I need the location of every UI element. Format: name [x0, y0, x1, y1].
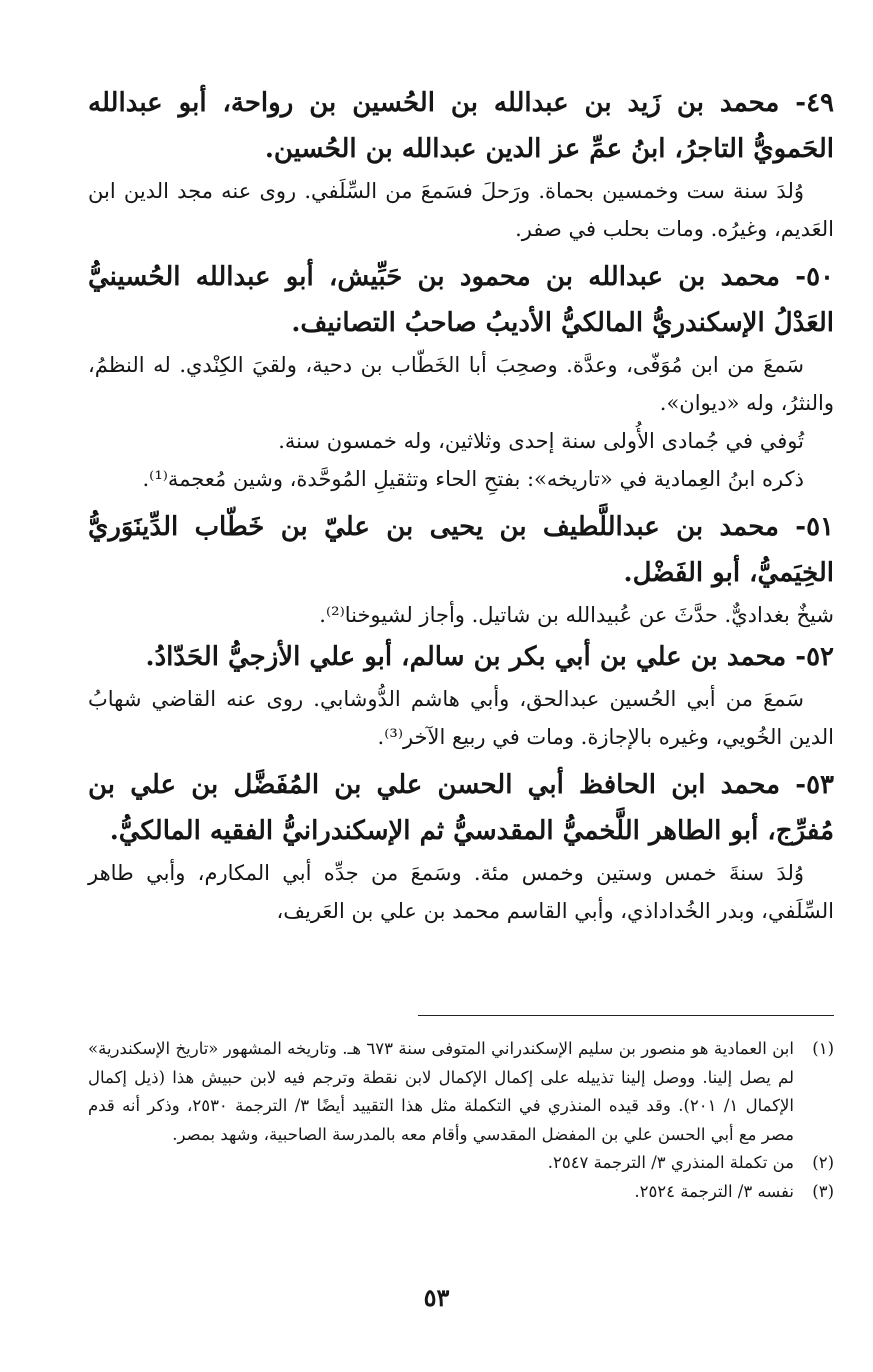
entry-paragraph: سَمعَ من ابن مُوَفّى، وعدَّة. وصحِبَ أبا الخَطّاب بن دحية، ولقيَ الكِنْدي. له النظمُ، والنثرُ، وله «ديوان».	[88, 353, 834, 415]
entry-50	[88, 254, 834, 498]
entry-53	[88, 762, 834, 930]
entry-paragraph: ذكره ابنُ العِمادية في «تاريخه»: بفتحِ الحاء وتثقيلِ المُوحَّدة، وشين مُعجمة⁽¹⁾.	[142, 467, 804, 491]
footnote-text: من تكملة المنذري ٣/ الترجمة ٢٥٤٧.	[547, 1153, 794, 1172]
entry-heading: ٥٣- محمد ابن الحافظ أبي الحسن علي بن المُفَضَّل بن علي بن مُفرِّج، أبو الطاهر اللَّخميُّ المقدسيُّ ثم الإسكندرانيُّ الفقيه المالكيُّ.	[88, 770, 834, 846]
footnote-3	[88, 1178, 834, 1207]
footnote-1	[88, 1035, 834, 1149]
entry-heading: ٥١- محمد بن عبداللَّطيف بن يحيى بن عليّ بن خَطّاب الدِّينَوَريُّ الخِيَميُّ، أبو الفَضْل.	[88, 512, 834, 588]
footnote-divider	[418, 1015, 834, 1016]
footnote-2	[88, 1149, 834, 1178]
entry-heading: ٤٩- محمد بن زَيد بن عبدالله بن الحُسين بن رواحة، أبو عبدالله الحَمويُّ التاجرُ، ابنُ عمِّ عز الدين عبدالله بن الحُسين.	[88, 88, 834, 164]
entry-heading: ٥٠- محمد بن عبدالله بن محمود بن حَبِّيش، أبو عبدالله الحُسينيُّ العَدْلُ الإسكندريُّ المالكيُّ الأديبُ صاحبُ التصانيف.	[88, 262, 834, 338]
entry-paragraph: سَمعَ من أبي الحُسين عبدالحق، وأبي هاشم الدُّوشابي. روى عنه القاضي شهابُ الدين الخُويي، وغيره بالإجازة. ومات في ربيع الآخر⁽³⁾.	[88, 687, 834, 749]
footnote-text: نفسه ٣/ الترجمة ٢٥٢٤.	[634, 1181, 794, 1201]
page-number: ٥٣	[423, 1283, 450, 1312]
entry-52	[88, 634, 834, 756]
entry-51	[88, 504, 834, 634]
footnote-number: (٢)	[812, 1153, 834, 1172]
footnote-text: ابن العمادية هو منصور بن سليم الإسكندراني المتوفى سنة ٦٧٣ هـ. وتاريخه المشهور «تاريخ الإسكندرية» لم يصل إلينا. ووصل إلينا تذييله على إكمال الإكمال لابن نقطة وترجم فيه لابن حبيش هذا (ذيل إكمال الإكمال ١/ ٢٠١). وقد قيده المنذري في التكملة مثل هذا التقييد أيضًا ٣/ الترجمة ٢٥٣٠، وذكر أنه قدم مصر مع أبي الحسن علي بن المفضل المقدسي وأقام معه بالمدرسة الصاحبية، وشهد بمصر.	[88, 1039, 794, 1144]
entry-paragraph: شيخٌ بغداديٌّ. حدَّثَ عن عُبيدالله بن شاتيل. وأجاز لشيوخنا⁽²⁾.	[319, 603, 834, 627]
entry-heading: ٥٢- محمد بن علي بن أبي بكر بن سالم، أبو علي الأزجيُّ الحَدّادُ.	[145, 642, 834, 672]
entry-paragraph: وُلدَ سنةَ خمس وستين وخمس مئة. وسَمعَ من جدِّه أبي المكارم، وأبي طاهر السِّلَفي، وبدر الخُداداذي، وأبي القاسم محمد بن علي بن العَريف،	[88, 861, 834, 923]
footnote-number: (١)	[812, 1039, 834, 1058]
entry-49	[88, 80, 834, 248]
footnotes	[88, 1035, 834, 1206]
entry-paragraph: تُوفي في جُمادى الأُولى سنة إحدى وثلاثين، وله خمسون سنة.	[278, 429, 804, 453]
entry-paragraph: وُلدَ سنة ست وخمسين بحماة. ورَحلَ فسَمعَ من السِّلَفي. روى عنه مجد الدين ابن العَديم، وغيرُه. ومات بحلب في صفر.	[88, 179, 834, 241]
footnote-number: (٣)	[812, 1181, 834, 1201]
